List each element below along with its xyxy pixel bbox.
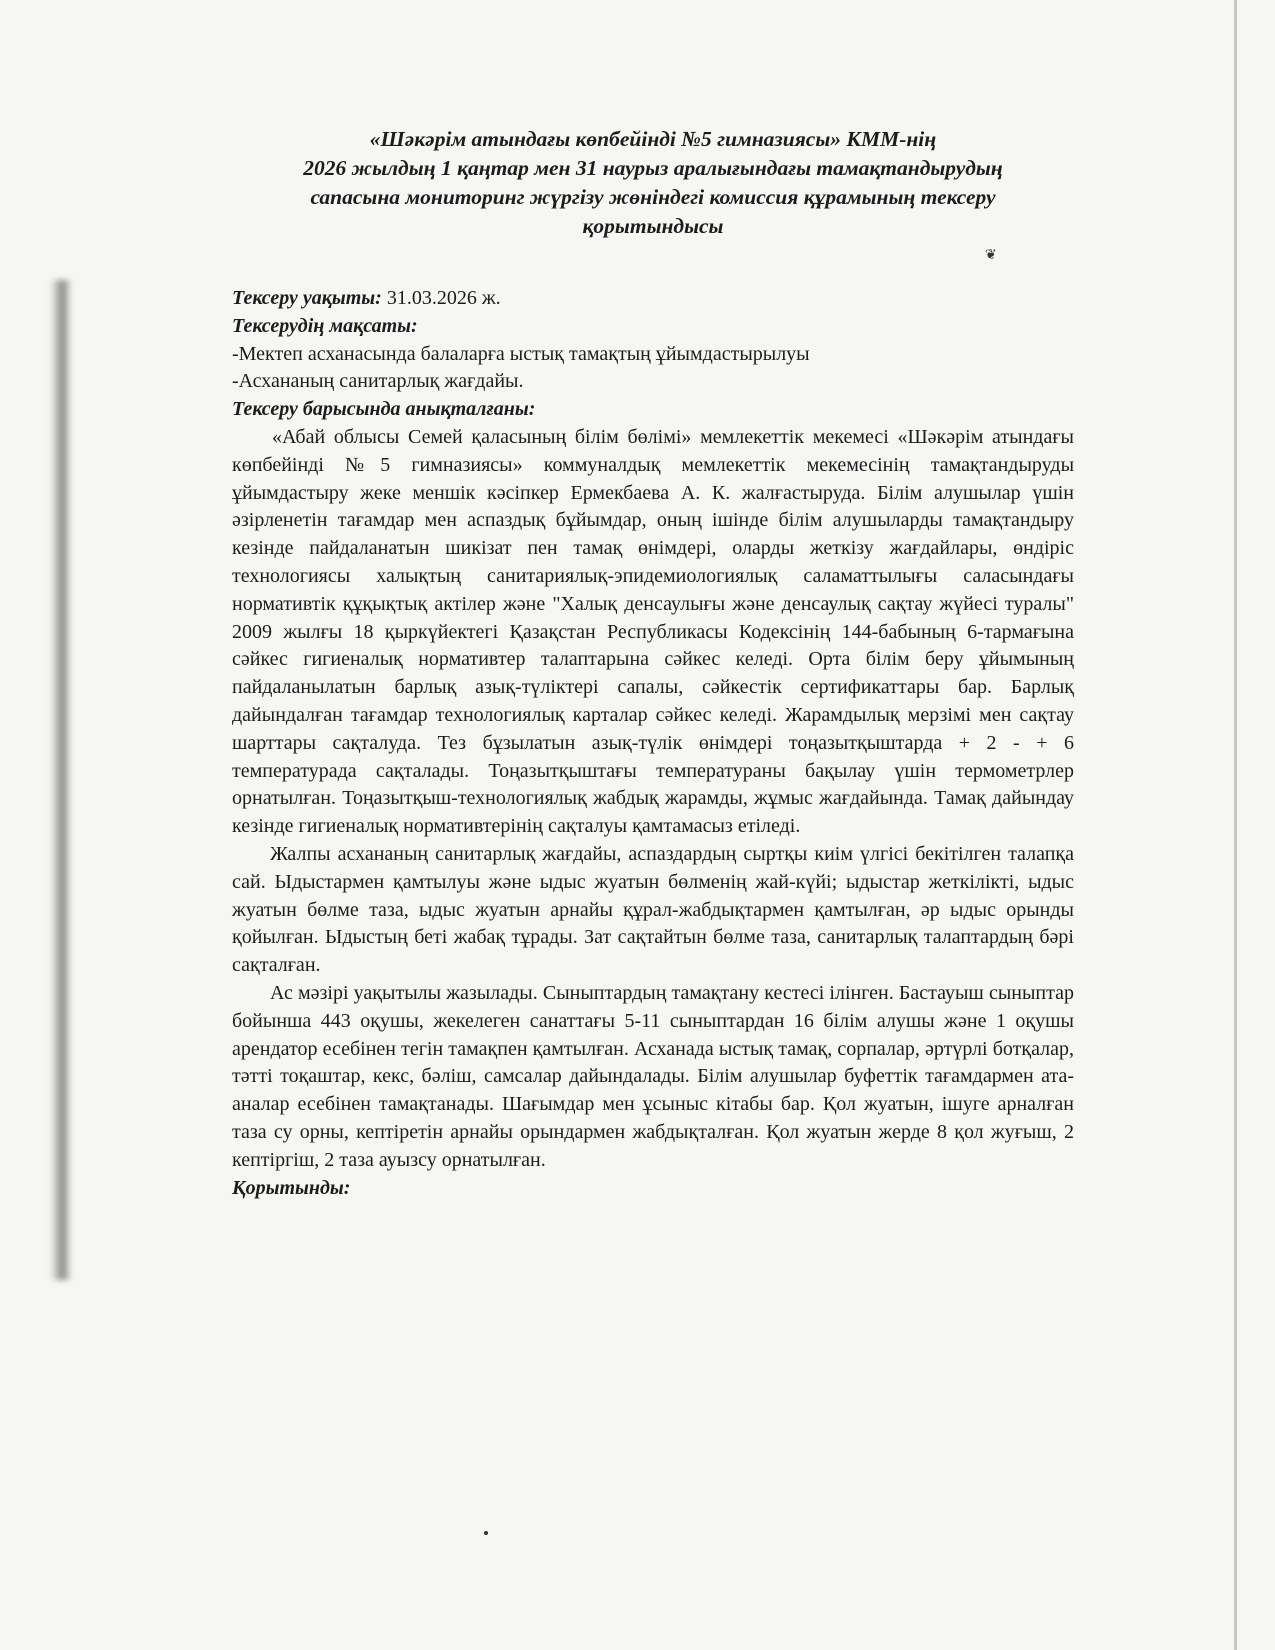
scan-dot (484, 1531, 488, 1535)
findings-paragraph-1: «Абай облысы Семей қаласының білім бөлімі» мемлекеттік мекемесі «Шәкәрім атындағы көпбейінді №5 гимназиясы» коммуналдық мемлекеттік мекемесінің тамақтандыруды ұйымдастыру жеке меншік кәсіпкер Ермекбаева А. К. жалғастыруда. Білім алушылар үшін әзірленетін тағамдар мен аспаздық бұйымдар, оның ішінде білім алушыларды тамақтандыру кезінде пайдаланатын шикізат пен тамақ өнімдері, оларды жеткізу жағдайлары, өндіріс технологиясы халықтың санитариялық-эпидемиологиялық саламаттылығы саласындағы нормативтік құқықтық актілер және "Халық денсаулығы және денсаулық сақтау жүйесі туралы" 2009 жылғы 18 қыркүйектегі Қазақстан Республикасы Кодексінің 144-бабының 6-тармағына сәйкес гигиеналық нормативтер талаптарына сәйкес келеді. Орта білім беру ұйымының пайдаланылатын барлық азық-түліктері сапалы, сәйкестік сертификаттары бар. Барлық дайындалған тағамдар технологиялық карталар сәйкес келеді. Жарамдылық мерзімі мен сақтау шарттары сақталуда. Тез бұзылатын азық-түлік өнімдері тоңазытқыштарда + 2 - + 6 температурада сақталады. Тоңазытқыштағы температураны бақылау үшін термометрлер орнатылған. Тоңазытқыш-технологиялық жабдық жарамды, жұмыс жағдайында. Тамақ дайындау кезінде гигиеналық нормативтерінің сақталуы қамтамасыз етіледі. (232, 425, 1074, 838)
title-line-3: сапасына мониторинг жүргізу жөніндегі комиссия құрамының тексеру (310, 185, 996, 209)
scan-mark-icon: ❦ (985, 248, 997, 263)
inspection-time-value: 31.03.2026 ж. (381, 287, 501, 309)
title-line-2: 2026 жылдың 1 қаңтар мен 31 наурыз аралығындағы тамақтандырудың (303, 156, 1003, 180)
inspection-time-label: Тексеру уақыты: (232, 287, 382, 309)
conclusion-label: Қорытынды: (232, 1176, 351, 1199)
findings-paragraph-3: Ас мәзірі уақытылы жазылады. Сыныптардың тамақтану кестесі ілінген. Бастауыш сыныптар бойынша 443 оқушы, жекелеген санаттағы 5-11 сыныптардан 16 білім алушы және 1 оқушы арендатор есебінен тегін тамақпен қамтылған. Асханада ыстық тамақ, сорпалар, әртүрлі ботқалар, тәтті тоқаштар, кекс, бәліш, самсалар дайындалады. Білім алушылар буфеттік тағамдармен ата-аналар есебінен тамақтанады. Шағымдар мен ұсыныс кітабы бар. Қол жуатын, ішуге арналған таза су орны, кептіретін арнайы орындармен жабдықталған. Қол жуатын жерде 8 қол жуғыш, 2 кептіргіш, 2 таза ауызсу орнатылған. (232, 981, 1074, 1171)
purpose-item-2: -Асхананың санитарлық жағдайы. (232, 370, 524, 393)
title-line-1: «Шәкәрім атындағы көпбейінді №5 гимназиясы» КММ-нің (369, 127, 937, 151)
purpose-item-1: -Мектеп асханасында балаларға ыстық тамақтың ұйымдастырылуы (232, 342, 810, 365)
document-body (232, 125, 1074, 1202)
purpose-label: Тексерудің мақсаты: (232, 314, 418, 337)
findings-paragraph-2: Жалпы асхананың санитарлық жағдайы, аспаздардың сыртқы киім үлгісі бекітілген талапқа сай. Ыдыстармен қамтылуы және ыдыс жуатын бөлменің жай-күйі; ыдыстар жеткілікті, ыдыс жуатын бөлме таза, ыдыс жуатын арнайы құрал-жабдықтармен қамтылған, әр ыдыс орынды қойылған. Ыдыстың беті жабақ тұрады. Зат сақтайтын бөлме таза, санитарлық талаптардың бәрі сақталған. (232, 842, 1074, 977)
scan-shadow-left (50, 280, 72, 1280)
scan-shadow-right (1234, 0, 1237, 1650)
inspection-time (232, 285, 1074, 313)
document-title (232, 125, 1074, 241)
title-line-4: қорытындысы (582, 214, 724, 238)
findings-label: Тексеру барысында анықталғаны: (232, 398, 536, 421)
